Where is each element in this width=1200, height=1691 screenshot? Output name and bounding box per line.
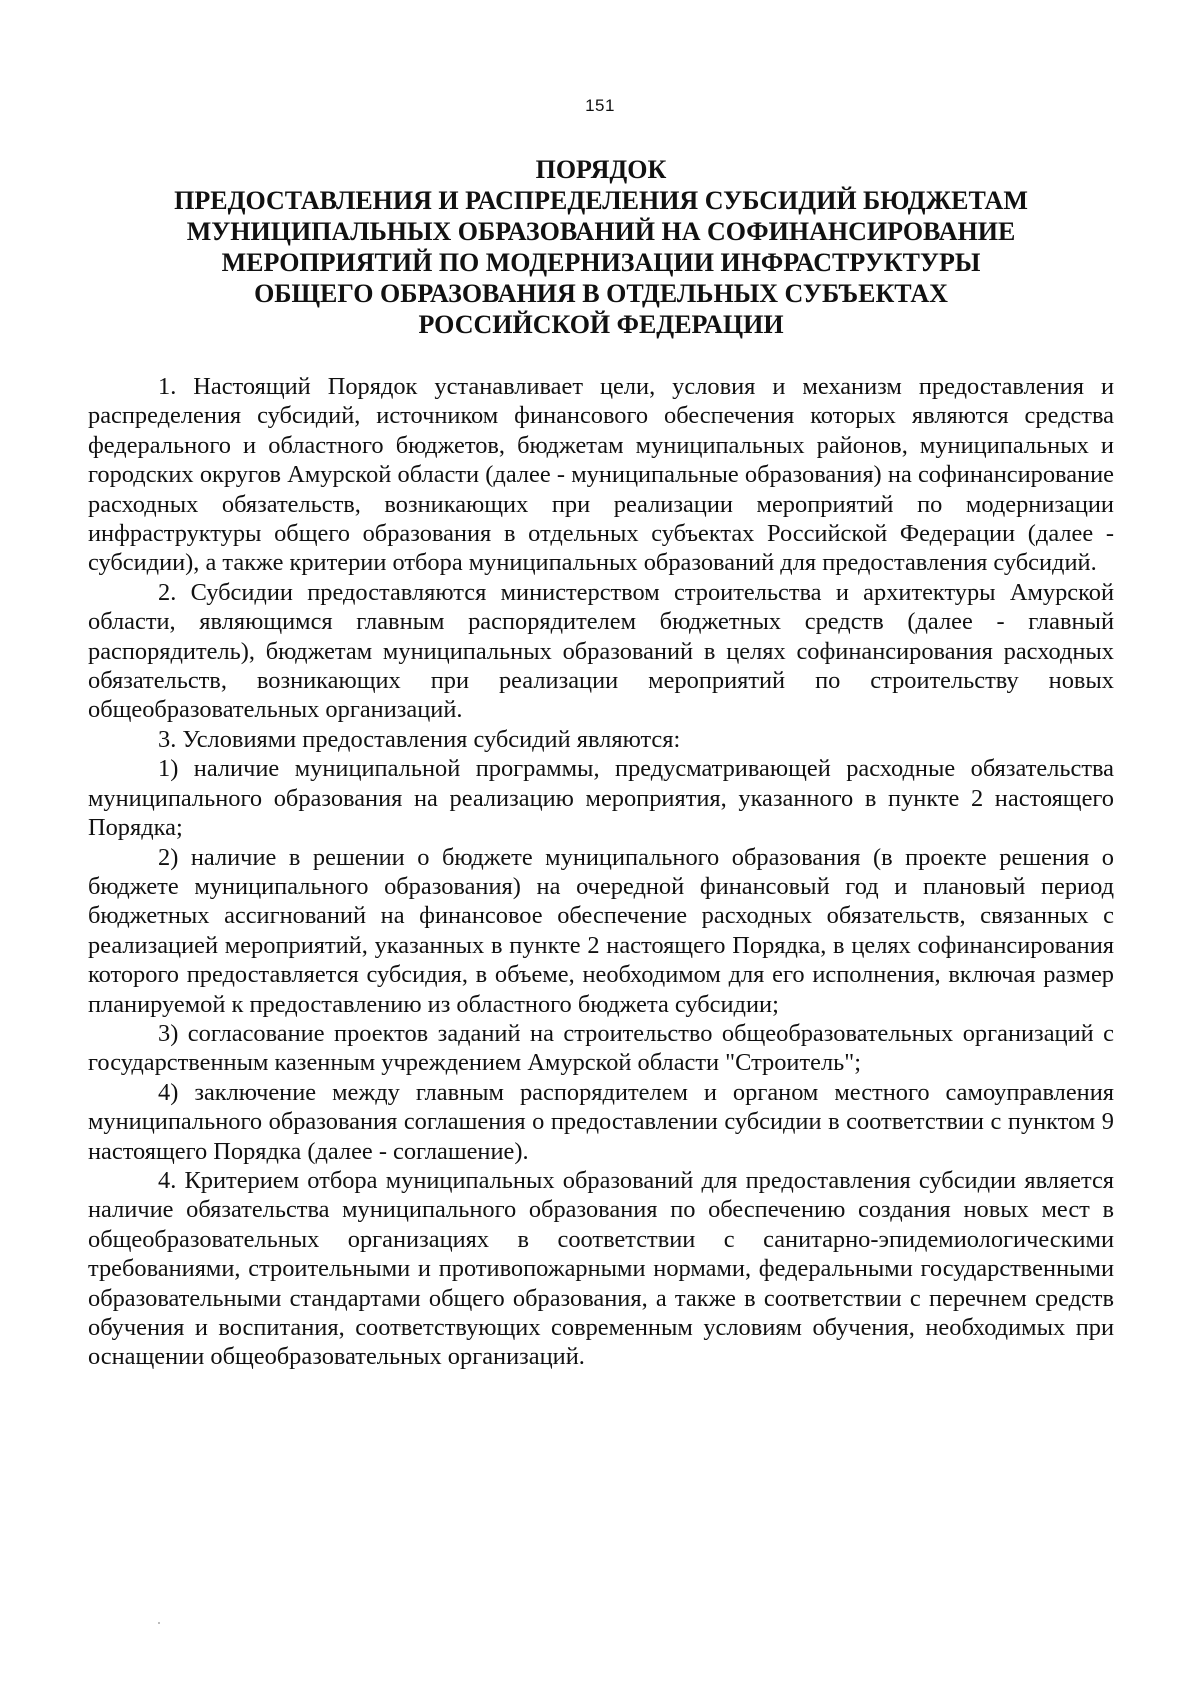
paragraph-1: 1. Настоящий Порядок устанавливает цели, условия и механизм предоставления и распределения субсидий, источником финансового обеспечения которых являются средства федерального и областного бюджетов, бюджетам муниципальных районов, муниципальных и городских округов Амурской области (далее - муниципальные образования) на софинансирование расходных обязательств, возникающих при реализации мероприятий по модернизации инфраструктуры общего образования в отдельных субъектах Российской Федерации (далее - субсидии), а также критерии отбора муниципальных образований для предоставления субсидий. bbox=[88, 373, 1114, 577]
scan-dot bbox=[158, 1622, 160, 1624]
document-title bbox=[88, 154, 1114, 340]
paragraph-2: 2. Субсидии предоставляются министерством строительства и архитектуры Амурской области, являющимся главным распорядителем бюджетных средств (далее - главный распорядитель), бюджетам муниципальных образований в целях софинансирования расходных обязательств, возникающих при реализации мероприятий по строительству новых общеобразовательных организаций. bbox=[88, 578, 1114, 724]
condition-4: 4) заключение между главным распорядителем и органом местного самоуправления муниципального образования соглашения о предоставлении субсидии в соответствии с пунктом 9 настоящего Порядка (далее - соглашение). bbox=[88, 1078, 1114, 1165]
title-line: ПОРЯДОК bbox=[535, 155, 667, 184]
page-number: 151 bbox=[585, 96, 615, 115]
title-line: МЕРОПРИЯТИЙ ПО МОДЕРНИЗАЦИИ ИНФРАСТРУКТУРЫ bbox=[221, 248, 981, 277]
title-line: МУНИЦИПАЛЬНЫХ ОБРАЗОВАНИЙ НА СОФИНАНСИРОВАНИЕ bbox=[186, 217, 1016, 246]
paragraph-4: 4. Критерием отбора муниципальных образований для предоставления субсидии является наличие обязательства муниципального образования по обеспечению создания новых мест в общеобразовательных организациях в соответствии с санитарно-эпидемиологическими требованиями, строительными и противопожарными нормами, федеральными государственными образовательными стандартами общего образования, а также в соответствии с перечнем средств обучения и воспитания, соответствующих современным условиям обучения, необходимых при оснащении общеобразовательных организаций. bbox=[88, 1166, 1114, 1371]
condition-3: 3) согласование проектов заданий на строительство общеобразовательных организаций с государственным казенным учреждением Амурской области "Строитель"; bbox=[88, 1019, 1114, 1077]
paragraph-3: 3. Условиями предоставления субсидий являются: bbox=[158, 725, 681, 753]
title-line: РОССИЙСКОЙ ФЕДЕРАЦИИ bbox=[418, 310, 784, 339]
document-body bbox=[88, 372, 1114, 1372]
condition-1: 1) наличие муниципальной программы, предусматривающей расходные обязательства муниципального образования на реализацию мероприятия, указанного в пункте 2 настоящего Порядка; bbox=[88, 755, 1114, 842]
title-line: ОБЩЕГО ОБРАЗОВАНИЯ В ОТДЕЛЬНЫХ СУБЪЕКТАХ bbox=[254, 279, 948, 308]
title-line: ПРЕДОСТАВЛЕНИЯ И РАСПРЕДЕЛЕНИЯ СУБСИДИЙ БЮДЖЕТАМ bbox=[174, 186, 1028, 215]
condition-2: 2) наличие в решении о бюджете муниципального образования (в проекте решения о бюджете муниципального образования) на очередной финансовый год и плановый период бюджетных ассигнований на финансовое обеспечение расходных обязательств, связанных с реализацией мероприятий, указанных в пункте 2 настоящего Порядка, в целях софинансирования которого предоставляется субсидия, в объеме, необходимом для его исполнения, включая размер планируемой к предоставлению из областного бюджета субсидии; bbox=[88, 843, 1114, 1018]
